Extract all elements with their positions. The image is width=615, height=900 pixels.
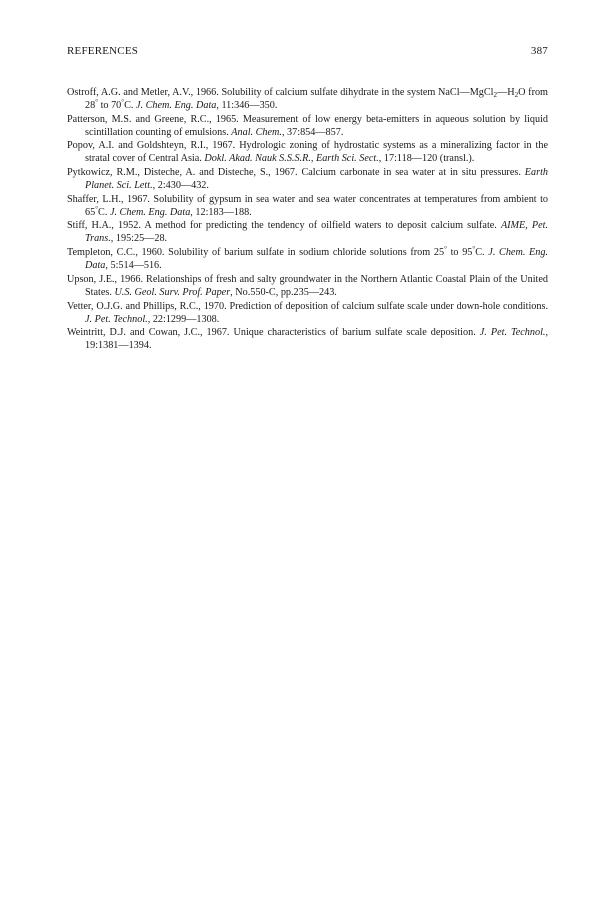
reference-text: Weintritt, D.J. and Cowan, J.C., 1967. Unique characteristics of barium sulfate scale deposition.: [67, 327, 480, 339]
reference-text: —H: [497, 87, 515, 98]
journal-title: AIME, Pet. Trans.: [85, 220, 549, 245]
reference-citation: , 195:25—28.: [110, 233, 168, 245]
reference-citation: , 2:430—432.: [152, 180, 209, 192]
reference-text: Popov, A.I. and Goldshteyn, R.I., 1967. Hydrologic zoning of hydrostatic systems as a mineralizing factor in the stratal cover of Central Asia.: [67, 140, 548, 165]
journal-title: J. Pet. Technol.: [85, 313, 148, 325]
subscript: 2: [514, 91, 519, 99]
journal-title: J. Chem. Eng. Data: [109, 206, 191, 218]
reference-citation: , 17:118—120 (transl.).: [378, 153, 475, 165]
journal-title: Earth Planet. Sci. Lett.: [85, 167, 548, 192]
reference-text: Upson, J.E., 1966. Relationships of fresh and salty groundwater in the Northern Atlantic Coastal Plain of the United States.: [67, 273, 548, 298]
reference-text: O from 28: [85, 87, 548, 111]
subscript: 2: [493, 91, 498, 99]
degree-sign: °: [95, 98, 99, 106]
reference-text: C.: [475, 247, 489, 259]
reference-text: Ostroff, A.G. and Metler, A.V., 1966. Solubility of calcium sulfate dihydrate in the system NaCl—MgCl: [67, 87, 494, 98]
reference-text: Pytkowicz, R.M., Disteche, A. and Disteche, S., 1967. Calcium carbonate in sea water at in situ pressures.: [67, 167, 525, 179]
reference-text: C.: [124, 100, 137, 111]
reference-citation: , 5:514—516.: [105, 260, 162, 272]
page-header: [67, 45, 548, 61]
reference-text: C.: [98, 206, 110, 218]
reference-text: Patterson, M.S. and Greene, R.C., 1965. Measurement of low energy beta-emitters in aqueous solution by liquid scintillation counting of emulsions.: [67, 113, 548, 138]
reference-text: to 95: [446, 247, 473, 259]
reference-citation: , 19:1381—1394.: [85, 327, 548, 352]
reference-citation: , 12:183—188.: [190, 206, 252, 218]
page-number: 387: [530, 45, 548, 57]
degree-sign: °: [444, 245, 447, 254]
journal-title: U.S. Geol. Surv. Prof. Paper: [114, 286, 231, 298]
reference-upson-1966: [67, 273, 548, 299]
degree-sign: °: [472, 245, 476, 254]
reference-shaffer-1967: [67, 193, 548, 219]
reference-templeton-1960: [67, 246, 548, 272]
running-head: REFERENCES: [67, 45, 139, 57]
journal-title: Dokl. Akad. Nauk S.S.S.R., Earth Sci. Sect.: [204, 153, 379, 165]
reference-vetter-1970: [67, 300, 548, 326]
reference-citation: , 11:346—350.: [216, 100, 278, 111]
journal-title: Anal. Chem.: [231, 126, 282, 138]
reference-pytkowicz-1967: [67, 166, 548, 192]
reference-list: [67, 86, 548, 353]
journal-title: J. Chem. Eng. Data: [85, 247, 548, 272]
reference-text: Stiff, H.A., 1952. A method for predicting the tendency of oilfield waters to deposit calcium sulfate.: [67, 220, 501, 232]
reference-text: Shaffer, L.H., 1967. Solubility of gypsum in sea water and sea water concentrates at temperatures from ambient to 65: [67, 193, 548, 218]
degree-sign: °: [95, 204, 99, 213]
degree-sign: °: [121, 98, 125, 106]
journal-title: J. Chem. Eng. Data: [136, 100, 217, 111]
reference-text: to 70: [98, 100, 122, 111]
reference-weintritt-1967: [67, 326, 548, 352]
reference-citation: , No.550-C, pp.235—243.: [230, 286, 337, 298]
reference-citation: , 37:854—857.: [281, 126, 344, 138]
reference-stiff-1952: [67, 219, 548, 245]
journal-title: J. Pet. Technol.: [479, 327, 546, 339]
reference-text: Vetter, O.J.G. and Phillips, R.C., 1970. Prediction of deposition of calcium sulfate scale under down-hole conditions.: [67, 300, 548, 312]
reference-popov-1967: [67, 139, 548, 165]
reference-citation: , 22:1299—1308.: [147, 313, 220, 325]
reference-patterson-1965: [67, 113, 548, 139]
reference-text: Templeton, C.C., 1960. Solubility of barium sulfate in sodium chloride solutions from 25: [67, 247, 445, 259]
reference-ostroff-1966: [67, 86, 548, 112]
